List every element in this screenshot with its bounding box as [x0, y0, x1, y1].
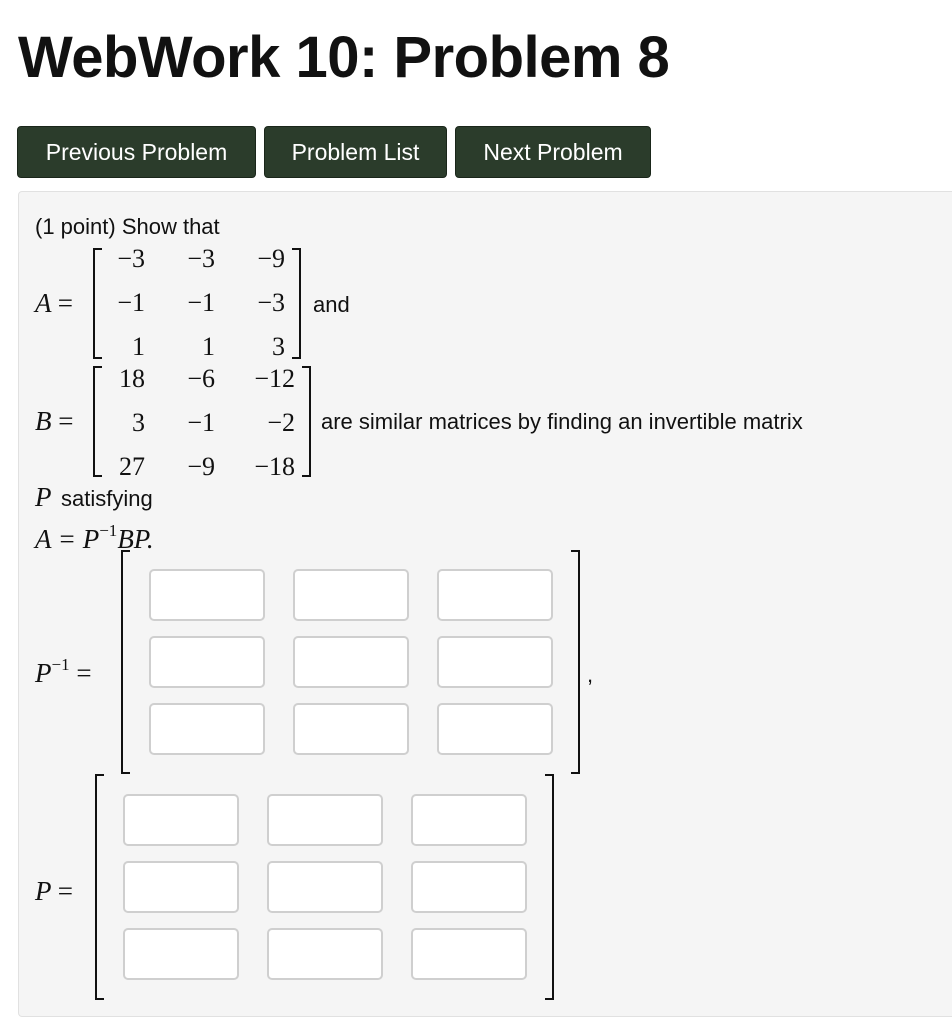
page-title: WebWork 10: Problem 8 [18, 25, 670, 90]
next-problem-button[interactable]: Next Problem [455, 126, 651, 178]
comma: , [587, 662, 594, 687]
p-answer-input-r2-c1[interactable] [123, 861, 239, 913]
matrix-a-right-bracket [292, 248, 301, 359]
matrix-a-cell: −3 [187, 244, 215, 273]
p-inverse-answer-input-r1-c1[interactable] [149, 569, 265, 621]
p-inverse-answer-input-r2-c3[interactable] [437, 636, 553, 688]
p-answer-input-r1-c3[interactable] [411, 794, 527, 846]
p-left-bracket [95, 774, 104, 1000]
p-inverse-left-bracket [121, 550, 130, 774]
previous-problem-button[interactable]: Previous Problem [17, 126, 256, 178]
problem-panel [18, 191, 952, 1017]
matrix-a-label: A = [35, 288, 73, 318]
p-inverse-label: $P^{-1}$ = [35, 655, 92, 688]
p-answer-input-r3-c1[interactable] [123, 928, 239, 980]
similar-text: are similar matrices by finding an invertible matrix [321, 409, 803, 434]
p-inverse-answer-input-r3-c1[interactable] [149, 703, 265, 755]
p-inverse-answer-input-r3-c2[interactable] [293, 703, 409, 755]
matrix-b-cell: −2 [267, 408, 295, 437]
p-right-bracket [545, 774, 554, 1000]
matrix-b-cell: −12 [254, 364, 295, 393]
p-inverse-answer-input-r3-c3[interactable] [437, 703, 553, 755]
and-text: and [313, 292, 350, 317]
matrix-b-cell: 18 [119, 364, 145, 393]
p-answer-input-r1-c1[interactable] [123, 794, 239, 846]
matrix-b-cell: 3 [132, 408, 145, 437]
p-answer-input-r2-c3[interactable] [411, 861, 527, 913]
matrix-a-cell: −3 [117, 244, 145, 273]
matrix-b-cell: −6 [187, 364, 215, 393]
p-inverse-answer-input-r2-c2[interactable] [293, 636, 409, 688]
p-label: P = [35, 876, 73, 906]
problem-intro: (1 point) Show that [35, 214, 220, 239]
p-answer-input-r3-c3[interactable] [411, 928, 527, 980]
p-variable: P [35, 482, 52, 512]
matrix-b-label: B = [35, 406, 74, 436]
matrix-b-right-bracket [302, 366, 311, 477]
matrix-a-cell: 3 [272, 332, 285, 361]
satisfying-text: satisfying [61, 486, 153, 511]
p-inverse-answer-input-r1-c2[interactable] [293, 569, 409, 621]
similarity-equation: $A = P^{-1}BP$. [35, 521, 154, 554]
p-answer-input-r3-c2[interactable] [267, 928, 383, 980]
matrix-b-cell: 27 [119, 452, 145, 481]
p-inverse-answer-input-r1-c3[interactable] [437, 569, 553, 621]
matrix-a-cell: −3 [257, 288, 285, 317]
matrix-b-cell: −1 [187, 408, 215, 437]
matrix-a-cell: 1 [202, 332, 215, 361]
matrix-b-cell: −9 [187, 452, 215, 481]
matrix-a-cell: −1 [117, 288, 145, 317]
p-inverse-right-bracket [571, 550, 580, 774]
matrix-b-cell: −18 [254, 452, 295, 481]
matrix-a-cell: −9 [257, 244, 285, 273]
p-inverse-answer-input-r2-c1[interactable] [149, 636, 265, 688]
matrix-a-cell: −1 [187, 288, 215, 317]
p-answer-input-r2-c2[interactable] [267, 861, 383, 913]
problem-list-button[interactable]: Problem List [264, 126, 447, 178]
p-answer-input-r1-c2[interactable] [267, 794, 383, 846]
problem-nav [17, 126, 659, 178]
matrix-a-cell: 1 [132, 332, 145, 361]
